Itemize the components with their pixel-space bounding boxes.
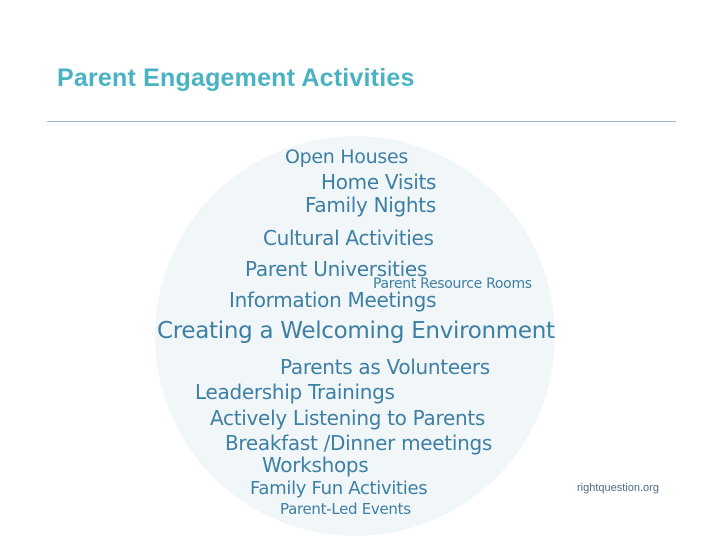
word-actively-listening: Actively Listening to Parents (210, 406, 486, 430)
word-parents-as-volunteers: Parents as Volunteers (280, 355, 490, 379)
source-credit: rightquestion.org (577, 482, 659, 494)
word-workshops: Workshops (262, 453, 369, 477)
word-cultural-activities: Cultural Activities (263, 226, 434, 250)
word-family-nights: Family Nights (305, 193, 436, 217)
word-open-houses: Open Houses (285, 146, 408, 168)
slide-title: Parent Engagement Activities (57, 64, 415, 92)
word-family-fun-activities: Family Fun Activities (250, 478, 428, 499)
word-breakfast-dinner-meetings: Breakfast /Dinner meetings (225, 431, 492, 455)
word-welcoming-environment: Creating a Welcoming Environment (157, 318, 555, 344)
word-parent-led-events: Parent-Led Events (280, 500, 411, 518)
word-home-visits: Home Visits (321, 170, 437, 194)
word-information-meetings: Information Meetings (229, 288, 437, 312)
word-leadership-trainings: Leadership Trainings (195, 380, 395, 404)
word-parent-universities: Parent Universities (245, 257, 428, 281)
word-parent-resource-rooms: Parent Resource Rooms (373, 276, 532, 292)
title-divider (47, 121, 676, 122)
